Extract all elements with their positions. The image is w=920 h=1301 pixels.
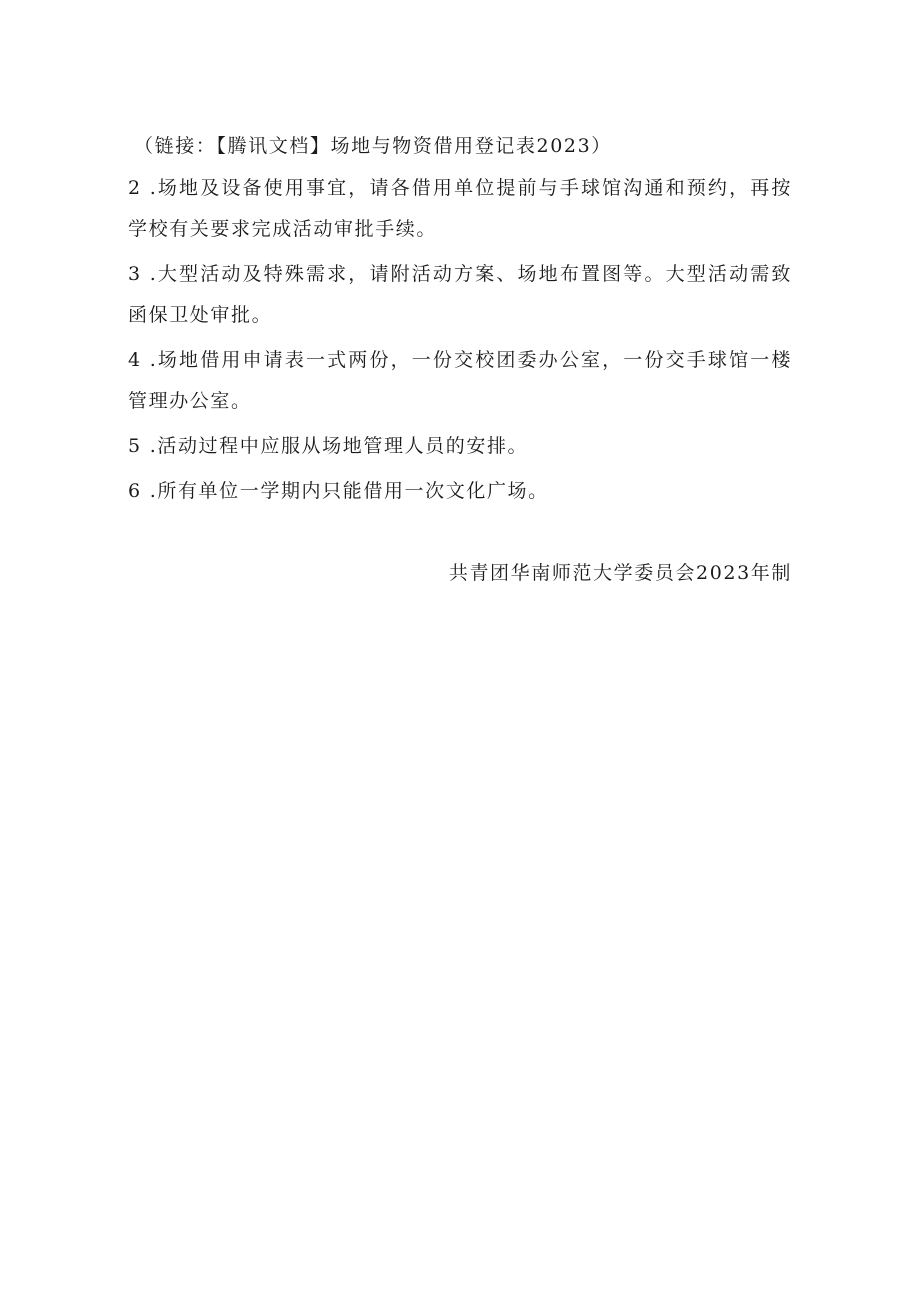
rule-text: .场地及设备使用事宜，请各借用单位提前与手球馆沟通和预约，再按学校有关要求完成活动审批手续。: [128, 177, 792, 240]
issuer-signature: 共青团华南师范大学委员会2023年制: [448, 562, 792, 584]
rule-text: .活动过程中应服从场地管理人员的安排。: [149, 435, 529, 457]
rule-number: 3: [128, 263, 142, 285]
rule-item-5: [128, 426, 792, 467]
rule-number: 6: [128, 480, 142, 502]
link-reference: （链接：【腾讯文档】场地与物资借用登记表2023）: [134, 135, 612, 157]
rule-text: .所有单位一学期内只能借用一次文化广场。: [149, 480, 549, 502]
rule-item-3: [128, 254, 792, 336]
rule-text: .大型活动及特殊需求，请附活动方案、场地布置图等。大型活动需致函保卫处审批。: [128, 263, 792, 326]
rule-item-6: [128, 471, 792, 512]
rule-text: .场地借用申请表一式两份，一份交校团委办公室，一份交手球馆一楼管理办公室。: [128, 349, 792, 412]
rule-number: 4: [128, 349, 142, 371]
rule-item-4: [128, 340, 792, 422]
rule-number: 2: [128, 177, 142, 199]
rule-number: 5: [128, 435, 142, 457]
rules-content: [128, 128, 792, 512]
rule-item-2: [128, 168, 792, 250]
